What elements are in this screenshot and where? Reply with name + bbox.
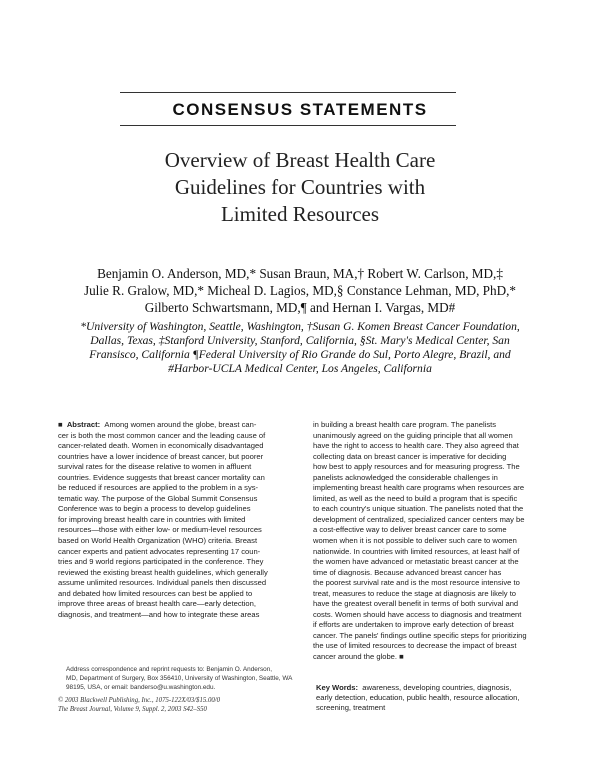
abstract-line: for improving breast health care in countries with limited [58,514,246,524]
abstract-line: if efforts are undertaken to improve early detection of breast [313,620,514,630]
correspondence-line: Address correspondence and reprint requests to: Benjamin O. Anderson, [66,666,273,673]
keywords-label: Key Words: [316,683,359,692]
abstract-line: tries and 9 world regions participated in the conference. They [58,557,264,567]
abstract-line: countries have a lower incidence of breast cancer, but poorer [58,451,264,461]
abstract-line: resources—those with either low- or medium-level resources [58,525,262,535]
abstract-line: development of centralized, specialized cancer centers may be [313,514,525,524]
abstract-line: Conference was to begin a process to develop guidelines [58,504,251,514]
abstract-line: a cost-effective way to deliver breast cancer care to some [313,525,507,535]
abstract-line: tematic way. The purpose of the Global Summit Consensus [58,493,258,503]
journal-citation: The Breast Journal, Volume 9, Suppl. 2, 2003 S42–S50 [58,706,207,713]
abstract-line: women when it is not possible to deliver such care to women [313,536,517,546]
abstract-line: implementing breast health care programs when resources are [313,483,525,493]
abstract-line: treat, measures to reduce the stage at diagnosis are likely to [313,588,517,598]
affiliation-line: Fransisco, California ¶Federal University of Rio Grande do Sul, Porto Alegre, Brazil, and [89,348,511,361]
title-line: Guidelines for Countries with [174,175,426,199]
abstract-label: Abstract: [66,420,101,429]
article-title [60,147,540,228]
affiliation-line: Dallas, Texas, ‡Stanford University, Stanford, California, §St. Mary's Medical Center, San [90,334,510,347]
correspondence-line: 98195, USA, or email: banderso@u.washington.edu. [66,684,216,691]
abstract-line: how best to apply resources and for measuring progress. The [313,462,520,472]
abstract-line: cancer around the globe. ■ [313,652,404,662]
abstract-line: nationwide. In countries with limited resources, at least half of [313,546,520,556]
abstract-line: based on World Health Organization (WHO) criteria. Breast [58,536,258,546]
abstract-line: have the right to access to health care. They also agreed that [313,441,519,451]
abstract-line: unanimously agreed on the guiding principle that all women [313,430,513,440]
journal-footer [58,696,298,714]
abstract-line: have the greatest overall benefit in terms of both survival and [313,599,519,609]
correspondence-line: MD, Department of Surgery, Box 356410, University of Washington, Seattle, WA [66,675,293,682]
abstract-line: cancer experts and patient advocates representing 17 coun- [58,546,261,556]
abstract-line: limited, as well as the need to build a program that is specific [313,493,518,503]
affiliations [30,320,570,376]
abstract-line: reviewed the existing breast health guidelines, which generally [58,567,268,577]
keywords-line: early detection, education, public health, resource allocation, [316,693,520,703]
abstract-line: costs. Women should have access to diagnosis and treatment [313,609,522,619]
abstract-line: diagnosis, and treatment—and how to integrate these areas [58,609,260,619]
abstract-line: cer is both the most common cancer and the leading cause of [58,430,266,440]
abstract-line: the use of limited resources to decrease the impact of breast [313,641,517,651]
abstract-line: time of diagnosis. Because advanced breast cancer has [313,567,502,577]
abstract-marker-icon: ■ [58,420,63,429]
affiliation-line: #Harbor-UCLA Medical Center, Los Angeles, California [168,362,432,375]
abstract-first-line [58,420,302,431]
keywords [316,683,562,714]
keywords-first-line [316,683,562,693]
abstract-line: to each country's unique situation. The panelists noted that the [313,504,524,514]
author-line: Julie R. Gralow, MD,* Micheal D. Lagios, MD,§ Constance Lehman, MD, PhD,* [83,283,517,298]
abstract-line: assume unlimited resources. Individual panels then discussed [58,578,267,588]
top-rule [120,92,456,93]
abstract-line: countries. Evidence suggests that breast cancer mortality can [58,472,265,482]
abstract-right-column [313,420,559,663]
abstract-line: be reduced if resources are applied to the problem in a sys- [58,483,259,493]
author-line: Benjamin O. Anderson, MD,* Susan Braun, MA,† Robert W. Carlson, MD,‡ [97,266,503,281]
abstract-line: panelists acknowledged the considerable challenges in [313,472,498,482]
abstract-line: the women have advanced or metastatic breast cancer at the [313,557,519,567]
abstract-line: the poorest survival rate and is the most resource intensive to [313,578,520,588]
section-rule [120,125,456,126]
affiliation-line: *University of Washington, Seattle, Washington, †Susan G. Komen Breast Cancer Foundation, [80,320,520,333]
author-list [30,265,570,316]
abstract-line: collecting data on breast cancer is imperative for deciding [313,451,507,461]
section-label: CONSENSUS STATEMENTS [172,100,428,119]
abstract-left-column [58,420,302,620]
abstract-line: in building a breast health care program. The panelists [313,420,497,429]
abstract-line: cancer-related death. Women in economically disadvantaged [58,441,264,451]
title-line: Limited Resources [220,202,380,226]
keywords-text: awareness, developing countries, diagnosis, [362,683,512,692]
abstract-line: survival rates for the disease relative to women in affluent [58,462,252,472]
keywords-line: screening, treatment [316,703,386,713]
abstract-line: improve three areas of breast health care—early detection, [58,599,256,609]
abstract-line: cancer. The panels' findings outline specific steps for prioritizing [313,630,527,640]
title-line: Overview of Breast Health Care [164,148,436,172]
abstract-line: and debated how limited resources can best be applied to [58,588,253,598]
correspondence-note [66,665,302,692]
author-line: Gilberto Schwartsmann, MD,¶ and Hernan I. Vargas, MD# [144,300,456,315]
copyright-line: © 2003 Blackwell Publishing, Inc., 1075-122X/03/$15.00/0 [58,697,221,704]
abstract-text: Among women around the globe, breast can- [104,420,257,429]
